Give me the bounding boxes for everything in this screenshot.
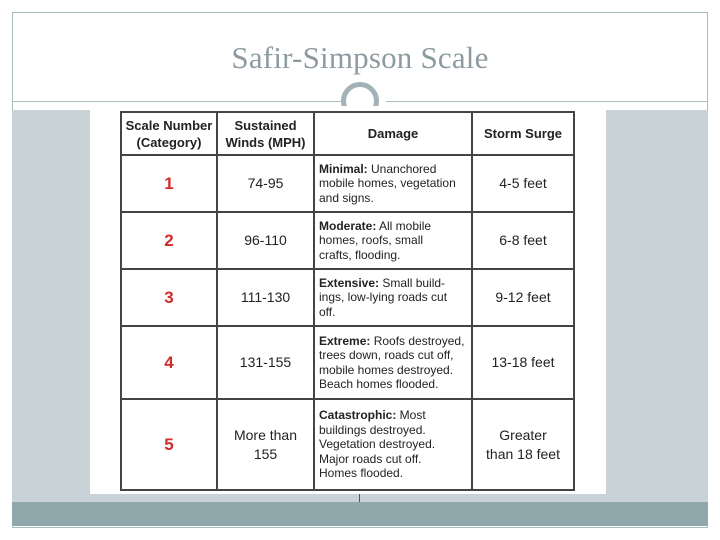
damage-line: off. [319,304,336,319]
surge-line: 13-18 feet [491,354,555,370]
bottom-bar [12,502,708,526]
table-row [121,212,574,269]
damage-line: trees down, roads cut off, [319,348,454,362]
storm-surge-cell [472,326,574,399]
damage-severity-label: Moderate: [319,218,377,233]
damage-line [319,408,467,423]
damage-line: mobile homes destroyed. [319,362,454,377]
damage-severity-label: Minimal: [319,161,368,176]
header-row [121,112,574,155]
damage-line: Beach homes flooded. [319,377,439,391]
header-damage: Damage [314,112,472,155]
winds-line: More than [233,426,298,443]
damage-line: ings, low-lying roads cut [319,290,448,305]
category-cell: 2 [121,212,217,269]
damage-text: Small build- [379,275,446,290]
damage-severity-label: Catastrophic: [319,408,397,423]
damage-text: All mobile [376,218,432,233]
damage-line: crafts, flooding. [319,247,401,262]
damage-text: Unanchored [367,161,437,176]
winds-cell [217,212,314,269]
scroll-indicator [359,494,360,502]
damage-line: Major roads cut off. [319,451,422,466]
title-divider-left [12,101,342,102]
winds-cell [217,269,314,326]
winds-line: 111-130 [240,289,291,305]
header-sustained-winds [217,112,314,155]
winds-line: 155 [253,445,278,462]
damage-cell [314,399,472,490]
header-winds-line1: Sustained [234,117,297,133]
winds-cell [217,399,314,490]
damage-line: mobile homes, vegetation [319,176,456,191]
storm-surge-cell [472,212,574,269]
winds-cell [217,155,314,212]
damage-text: Most [396,408,426,423]
damage-line: homes, roofs, small [319,233,424,248]
table-row [121,155,574,212]
damage-line [319,162,467,177]
winds-cell [217,326,314,399]
table-row [121,269,574,326]
damage-line [319,276,467,291]
category-cell: 4 [121,326,217,399]
header-scale-line2: (Category) [136,134,202,150]
slide-title: Safir-Simpson Scale [231,39,489,75]
damage-cell [314,212,472,269]
damage-line: Homes flooded. [319,466,404,481]
damage-severity-label: Extreme: [319,333,371,348]
header-winds-line2: Winds (MPH) [225,134,306,150]
category-cell: 1 [121,155,217,212]
storm-surge-cell [472,399,574,490]
surge-line: Greater [499,426,547,443]
category-cell: 3 [121,269,217,326]
surge-line: than 18 feet [486,445,560,462]
damage-line: buildings destroyed. [319,422,426,437]
surge-line: 6-8 feet [499,232,547,248]
title-divider-right [386,101,708,102]
header-scale-number [121,112,217,155]
winds-line: 131-155 [239,354,292,370]
damage-line: Vegetation destroyed. [319,437,436,452]
category-cell: 5 [121,399,217,490]
scale-table [120,111,575,491]
winds-line: 96-110 [244,232,287,248]
table-row [121,399,574,490]
scale-table-image [90,106,606,494]
header-storm-surge: Storm Surge [472,112,574,155]
storm-surge-cell [472,155,574,212]
damage-line: and signs. [319,190,374,205]
damage-line [319,334,467,349]
damage-severity-label: Extensive: [319,275,380,290]
winds-line: 74-95 [247,175,284,191]
damage-line [319,219,467,234]
damage-cell [314,326,472,399]
storm-surge-cell [472,269,574,326]
surge-line: 4-5 feet [499,175,547,191]
table-row [121,326,574,399]
damage-text: Roofs destroyed, [370,333,465,348]
surge-line: 9-12 feet [495,289,551,305]
header-scale-line1: Scale Number [125,117,213,133]
damage-cell [314,155,472,212]
table-body [121,155,574,490]
damage-cell [314,269,472,326]
